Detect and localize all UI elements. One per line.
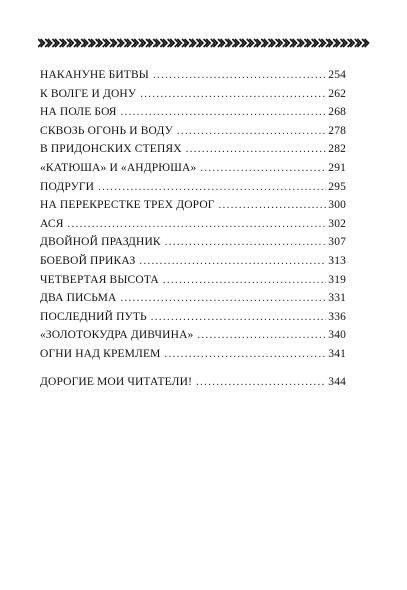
toc-entry-title: «КАТЮША» И «АНДРЮША» <box>40 161 197 174</box>
toc-entry-title: НАКАНУНЕ БИТВЫ <box>40 69 149 81</box>
toc-entry[interactable] <box>40 271 346 290</box>
toc-entry-page: 319 <box>328 273 346 286</box>
toc-entry[interactable] <box>40 140 346 159</box>
toc-entry-title: «ЗОЛОТОКУДРА ДИВЧИНА» <box>40 329 194 342</box>
toc-entry-page: 302 <box>328 217 346 230</box>
toc-entry[interactable] <box>40 178 346 197</box>
toc-entry-page: 295 <box>328 180 346 193</box>
toc-entry-title: ЧЕТВЕРТАЯ ВЫСОТА <box>40 273 159 286</box>
toc-entry-title: ДВА ПИСЬМА <box>40 292 117 305</box>
dot-leader <box>197 327 326 346</box>
table-of-contents <box>40 66 346 391</box>
toc-entry[interactable] <box>40 233 346 252</box>
dot-leader <box>219 197 327 216</box>
dot-leader <box>165 346 327 365</box>
toc-entry-page: 313 <box>328 254 346 267</box>
toc-entry-page: 291 <box>328 161 346 174</box>
toc-entry[interactable] <box>40 326 346 345</box>
toc-entry[interactable] <box>40 103 346 122</box>
toc-entry-page: 254 <box>328 69 346 81</box>
toc-entry[interactable] <box>40 159 346 178</box>
toc-entry-title: НА ПОЛЕ БОЯ <box>40 106 117 119</box>
toc-entry-title: АСЯ <box>40 217 64 230</box>
toc-entry-page: 341 <box>328 347 346 360</box>
dot-leader <box>151 309 327 328</box>
toc-entry-afterword[interactable] <box>40 373 346 392</box>
dot-leader <box>163 272 326 291</box>
toc-entry-page: 340 <box>328 329 346 342</box>
dot-leader <box>196 374 326 393</box>
toc-entry-page: 344 <box>328 375 346 388</box>
dot-leader <box>68 216 327 235</box>
dot-leader <box>200 160 326 179</box>
dot-leader <box>165 234 327 253</box>
toc-entry[interactable] <box>40 196 346 215</box>
toc-entry-title: К ВОЛГЕ И ДОНУ <box>40 87 137 100</box>
toc-entry[interactable] <box>40 252 346 271</box>
toc-entry-title: ПОСЛЕДНИЙ ПУТЬ <box>40 310 147 323</box>
toc-entry[interactable] <box>40 308 346 327</box>
toc-entry-title: ОГНИ НАД КРЕМЛЕМ <box>40 347 161 360</box>
toc-entry-page: 268 <box>328 106 346 119</box>
dot-leader <box>140 86 326 105</box>
toc-entry-page: 307 <box>328 236 346 249</box>
toc-entry[interactable] <box>40 66 346 85</box>
toc-entry-page: 278 <box>328 124 346 137</box>
toc-entry-page: 336 <box>328 310 346 323</box>
toc-entry-page: 262 <box>328 87 346 100</box>
toc-entry[interactable] <box>40 85 346 104</box>
dot-leader <box>177 123 326 142</box>
dot-leader <box>120 290 326 309</box>
toc-entry-title: В ПРИДОНСКИХ СТЕПЯХ <box>40 143 182 156</box>
toc-entry[interactable] <box>40 289 346 308</box>
toc-entry-page: 300 <box>328 199 346 212</box>
toc-entry-title: СКВОЗЬ ОГОНЬ И ВОДУ <box>40 124 173 137</box>
dot-leader <box>139 253 326 272</box>
dot-leader <box>186 141 327 160</box>
toc-entry-title: БОЕВОЙ ПРИКАЗ <box>40 254 136 267</box>
toc-entry-title: ДВОЙНОЙ ПРАЗДНИК <box>40 236 161 249</box>
dot-leader <box>153 67 326 86</box>
toc-entry-page: 331 <box>328 292 346 305</box>
toc-spacer <box>40 364 346 373</box>
toc-entry-title: ПОДРУГИ <box>40 180 95 193</box>
chevron-border-icon <box>38 38 370 48</box>
dot-leader <box>121 104 327 123</box>
toc-entry[interactable] <box>40 345 346 364</box>
dot-leader <box>98 179 326 198</box>
toc-entry[interactable] <box>40 215 346 234</box>
toc-entry-title: НА ПЕРЕКРЕСТКЕ ТРЕХ ДОРОГ <box>40 199 215 212</box>
toc-entry-title: ДОРОГИЕ МОИ ЧИТАТЕЛИ! <box>40 375 193 388</box>
toc-entry-page: 282 <box>328 143 346 156</box>
toc-entry[interactable] <box>40 122 346 141</box>
